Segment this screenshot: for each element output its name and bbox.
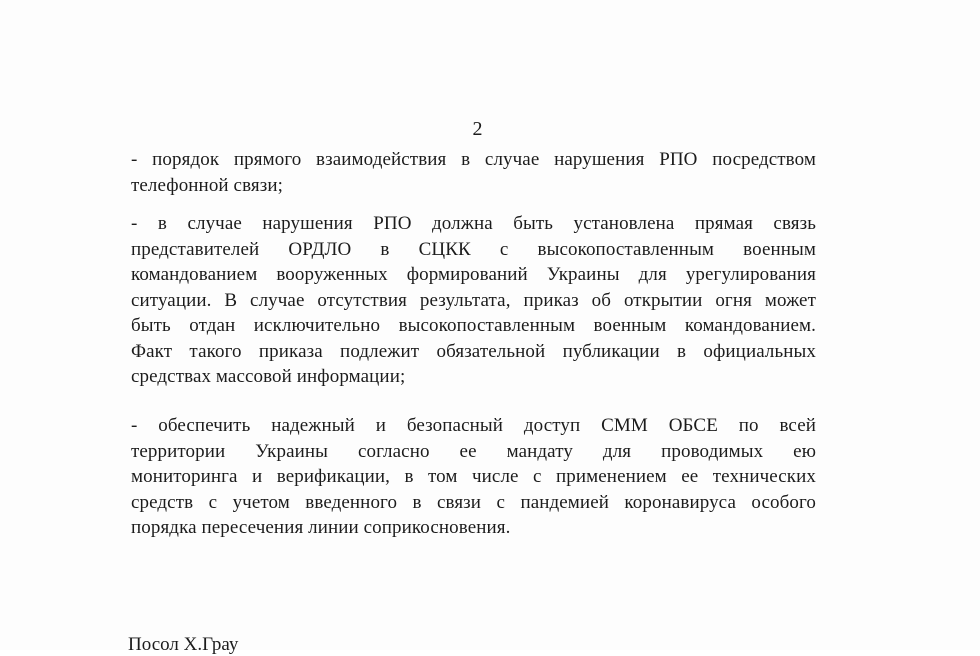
paragraph-line: командованием вооруженных формирований Украины для урегулирования [131,264,816,285]
paragraph-line: - обеспечить надежный и безопасный доступ СММ ОБСЕ по всей [131,415,816,436]
paragraph-line: ситуации. В случае отсутствия результата, приказ об открытии огня может [131,289,816,311]
paragraph-line: средствах массовой информации; [131,366,406,387]
paragraph-line: средств с учетом введенного в связи с пандемией коронавируса особого [131,491,816,513]
paragraph-line: мониторинга и верификации, в том числе с применением ее технических [131,466,816,487]
paragraph-line: быть отдан исключительно высокопоставленным военным командованием. [131,315,816,336]
paragraph-line: - порядок прямого взаимодействия в случае нарушения РПО посредством [131,149,816,170]
paragraph-line: - в случае нарушения РПО должна быть установлена прямая связь [131,213,816,234]
page-number: 2 [472,118,483,140]
paragraph-direct-communication [131,147,816,198]
paragraph-line: территории Украины согласно ее мандату для проводимых ею [131,440,816,462]
paragraph-line: представителей ОРДЛО в СЦКК с высокопоставленным военным [131,238,816,260]
paragraph-line: телефонной связи; [131,174,283,196]
paragraph-ceasefire-violation [131,211,816,390]
paragraph-line: Факт такого приказа подлежит обязательной публикации в официальных [131,340,816,362]
signature-line: Посол Х.Грау [128,634,239,655]
paragraph-smm-access [131,413,816,541]
paragraph-line: порядка пересечения линии соприкосновения. [131,517,511,538]
